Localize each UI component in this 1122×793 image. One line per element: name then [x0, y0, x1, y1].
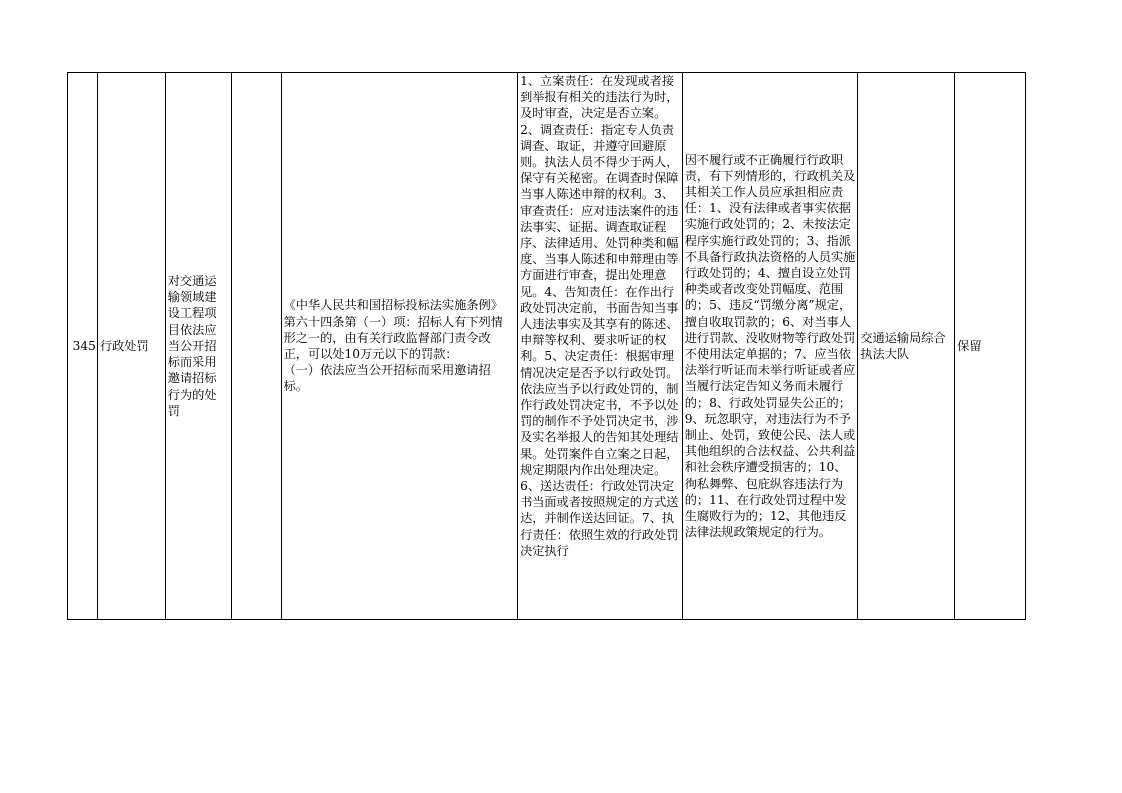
remark-cell	[955, 73, 1025, 619]
department: 交通运输局综合执法大队	[860, 330, 946, 361]
item-name: 对交通运输领域建设工程项目依法应当公开招标而采用邀请招标行为的处罚	[167, 274, 217, 418]
row-number: 345	[72, 338, 96, 353]
accountability: 因不履行或不正确履行行政职责，有下列情形的，行政机关及其相关工作人员应承担相应责任：1、没有法律或者事实依据实施行政处罚的；2、未按法定程序实施行政处罚的；3、指派不具备行政执法资格的人员实施行政处罚的；4、擅自设立处罚种类或者改变处罚幅度、范围的；5、违反“罚缴分离”规定，擅自收取罚款的；6、对当事人进行罚款、没收财物等行政处罚不使用法定单据的；7、应当依法举行听证而未举行听证或者应当履行法定告知义务而未履行的；8、行政处罚显失公正的；9、玩忽职守，对违法行为不予制止、处罚，致使公民、法人或其他组织的合法权益、公共利益和社会秩序遭受损害的；10、徇私舞弊、包庇纵容违法行为的；11、在行政处罚过程中发生腐败行为的；12、其他违反法律法规政策规定的行为。	[684, 152, 856, 540]
accountability-cell	[683, 73, 859, 619]
department-cell	[858, 73, 955, 619]
sub-item-cell	[232, 73, 282, 619]
category: 行政处罚	[99, 338, 149, 353]
legal-basis-cell	[282, 73, 519, 619]
remark: 保留	[957, 338, 982, 353]
table-row	[67, 72, 1026, 620]
legal-basis: 《中华人民共和国招标投标法实施条例》 第六十四条第（一）项：招标人有下列情形之一的，由有关行政监督部门责令改正，可以处10万元以下的罚款： （一）依法应当公开招标而采用邀请招标。	[283, 298, 503, 394]
responsibility-cell	[518, 73, 683, 619]
responsibility: 1、立案责任：在发现或者接到举报有相关的违法行为时，及时审查，决定是否立案。2、调查责任：指定专人负责调查、取证，并遵守回避原则。执法人员不得少于两人，保守有关秘密。在调查时保障当事人陈述申辩的权利。3、审查责任：应对违法案件的违法事实、证据、调查取证程序、法律适用、处罚种类和幅度、当事人陈述和申辩理由等方面进行审查，提出处理意见。4、告知责任：在作出行政处罚决定前，书面告知当事人违法事实及其享有的陈述、申辩等权利、要求听证的权利。5、决定责任：根据审理情况决定是否予以行政处罚。依法应当予以行政处罚的，制作行政处罚决定书，不予以处罚的制作不予处罚决定书，涉及实名举报人的告知其处理结果。处罚案件自立案之日起，规定期限内作出处理决定。 6、送达责任：行政处罚决定书当面或者按照规定的方式送达，并制作送达回证。7、执行责任：依照生效的行政处罚决定执行	[520, 74, 679, 558]
category-cell	[98, 73, 166, 619]
item-name-cell	[166, 73, 232, 619]
row-number-cell	[68, 73, 98, 619]
